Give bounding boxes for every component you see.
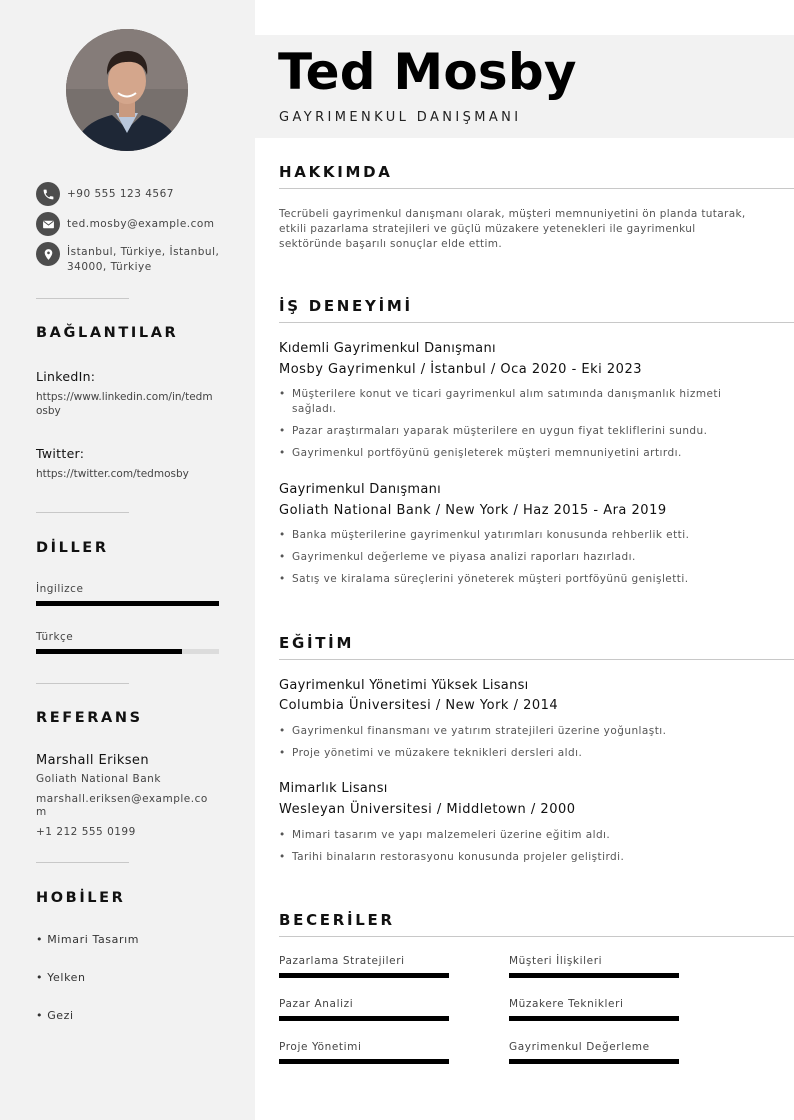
skill-level-bar [509,1016,679,1021]
bullet-item: • Gayrimenkul değerleme ve piyasa analizi raporları hazırladı. [279,550,759,565]
hobby-label: Gezi [47,1009,74,1022]
languages-heading: DİLLER [36,540,109,556]
sidebar-divider [36,298,129,299]
skill-level-bar [509,1059,679,1064]
skill-item [509,998,679,1021]
education-heading: EĞİTİM [279,634,355,652]
skill-item [509,955,679,978]
bullet-item: • Proje yönetimi ve müzakere teknikleri dersleri aldı. [279,746,759,761]
hobby-item: • Yelken [36,971,86,984]
bullet-item: • Pazar araştırmaları yaparak müşterilere en uygun fiyat tekliflerini sundu. [279,424,754,439]
links-heading: BAĞLANTILAR [36,325,179,341]
skill-level-bar [279,1059,449,1064]
skill-name: Gayrimenkul Değerleme [509,1041,650,1053]
skill-name: Proje Yönetimi [279,1041,362,1053]
skill-level-bar [509,973,679,978]
phone-text: +90 555 123 4567 [67,188,174,200]
sidebar-divider [36,862,129,863]
bullet-item: • Mimari tasarım ve yapı malzemeleri üzerine eğitim aldı. [279,828,759,843]
bullet-item: • Müşterilere konut ve ticari gayrimenkul alım satımında danışmanlık hizmeti sağladı. [279,387,754,416]
degree-name: Gayrimenkul Yönetimi Yüksek Lisansı [279,678,529,693]
education-bullets [279,828,759,872]
reference-heading: REFERANS [36,710,143,726]
bullet-item: • Satış ve kiralama süreçlerini yöneterek müşteri portföyünü genişletti. [279,572,759,587]
bullet-item: • Gayrimenkul finansmanı ve yatırım stratejileri üzerine yoğunlaştı. [279,724,759,739]
sidebar-divider [36,512,129,513]
skill-name: Müşteri İlişkileri [509,955,603,967]
job-org: Goliath National Bank / New York / Haz 2015 - Ara 2019 [279,503,667,518]
linkedin-url[interactable]: https://www.linkedin.com/in/tedmosby [36,391,213,417]
hobbies-heading: HOBİLER [36,890,126,906]
language-name: İngilizce [36,583,84,595]
reference-name: Marshall Eriksen [36,753,149,768]
section-divider [279,322,794,323]
skill-item [279,955,449,978]
section-divider [279,936,794,937]
language-level-bar [36,649,219,654]
sidebar [0,0,255,1120]
contact-address [36,242,222,275]
skill-item [279,1041,449,1064]
skill-name: Pazarlama Stratejileri [279,955,405,967]
language-level-fill [36,601,219,606]
language-name: Türkçe [36,631,74,643]
location-pin-icon [36,242,60,266]
degree-name: Mimarlık Lisansı [279,781,388,796]
profile-photo [66,29,188,151]
about-text: Tecrübeli gayrimenkul danışmanı olarak, müşteri memnuniyetini ön planda tutarak, etkili pazarlama stratejileri ve güçlü müzakere yetenekleri ile gayrimenkul sektöründe başarılı sonuçlar elde ettim. [279,208,746,250]
hobby-label: Mimari Tasarım [47,933,140,946]
hobby-label: Yelken [47,971,86,984]
language-level-fill [36,649,182,654]
language-level-bar [36,601,219,606]
reference-company: Goliath National Bank [36,773,161,785]
bullet-item: • Banka müşterilerine gayrimenkul yatırımları konusunda rehberlik etti. [279,528,759,543]
address-text: İstanbul, Türkiye, İstanbul, 34000, Türkiye [67,246,220,273]
candidate-name: Ted Mosby [278,43,577,101]
email-icon [36,212,60,236]
candidate-title: GAYRIMENKUL DANIŞMANI [279,110,522,125]
about-heading: HAKKIMDA [279,163,393,181]
reference-email[interactable]: marshall.eriksen@example.com [36,793,208,818]
skill-name: Pazar Analizi [279,998,354,1010]
email-text[interactable]: ted.mosby@example.com [67,218,215,230]
contact-email [36,212,227,236]
skills-heading: BECERİLER [279,911,395,929]
twitter-url[interactable]: https://twitter.com/tedmosby [36,468,189,480]
job-org: Mosby Gayrimenkul / İstanbul / Oca 2020 - Eki 2023 [279,362,642,377]
skill-level-bar [279,973,449,978]
bullet-item: • Tarihi binaların restorasyonu konusunda projeler geliştirdi. [279,850,759,865]
contact-phone [36,182,227,206]
skill-item [509,1041,679,1064]
sidebar-divider [36,683,129,684]
profile-photo-image [66,29,188,151]
skill-item [279,998,449,1021]
job-bullets [279,528,759,594]
school-name: Wesleyan Üniversitesi / Middletown / 2000 [279,802,576,817]
hobby-item: • Gezi [36,1009,74,1022]
job-bullets [279,387,754,468]
twitter-label: Twitter: [36,446,85,461]
hobby-item: • Mimari Tasarım [36,933,140,946]
education-bullets [279,724,759,768]
phone-icon [36,182,60,206]
skill-level-bar [279,1016,449,1021]
section-divider [279,659,794,660]
reference-phone: +1 212 555 0199 [36,826,136,838]
linkedin-label: LinkedIn: [36,369,96,384]
job-role: Gayrimenkul Danışmanı [279,482,442,497]
job-role: Kıdemli Gayrimenkul Danışmanı [279,341,496,356]
school-name: Columbia Üniversitesi / New York / 2014 [279,698,559,713]
experience-heading: İŞ DENEYİMİ [279,297,413,315]
section-divider [279,188,794,189]
bullet-item: • Gayrimenkul portföyünü genişleterek müşteri memnuniyetini artırdı. [279,446,754,461]
skill-name: Müzakere Teknikleri [509,998,624,1010]
